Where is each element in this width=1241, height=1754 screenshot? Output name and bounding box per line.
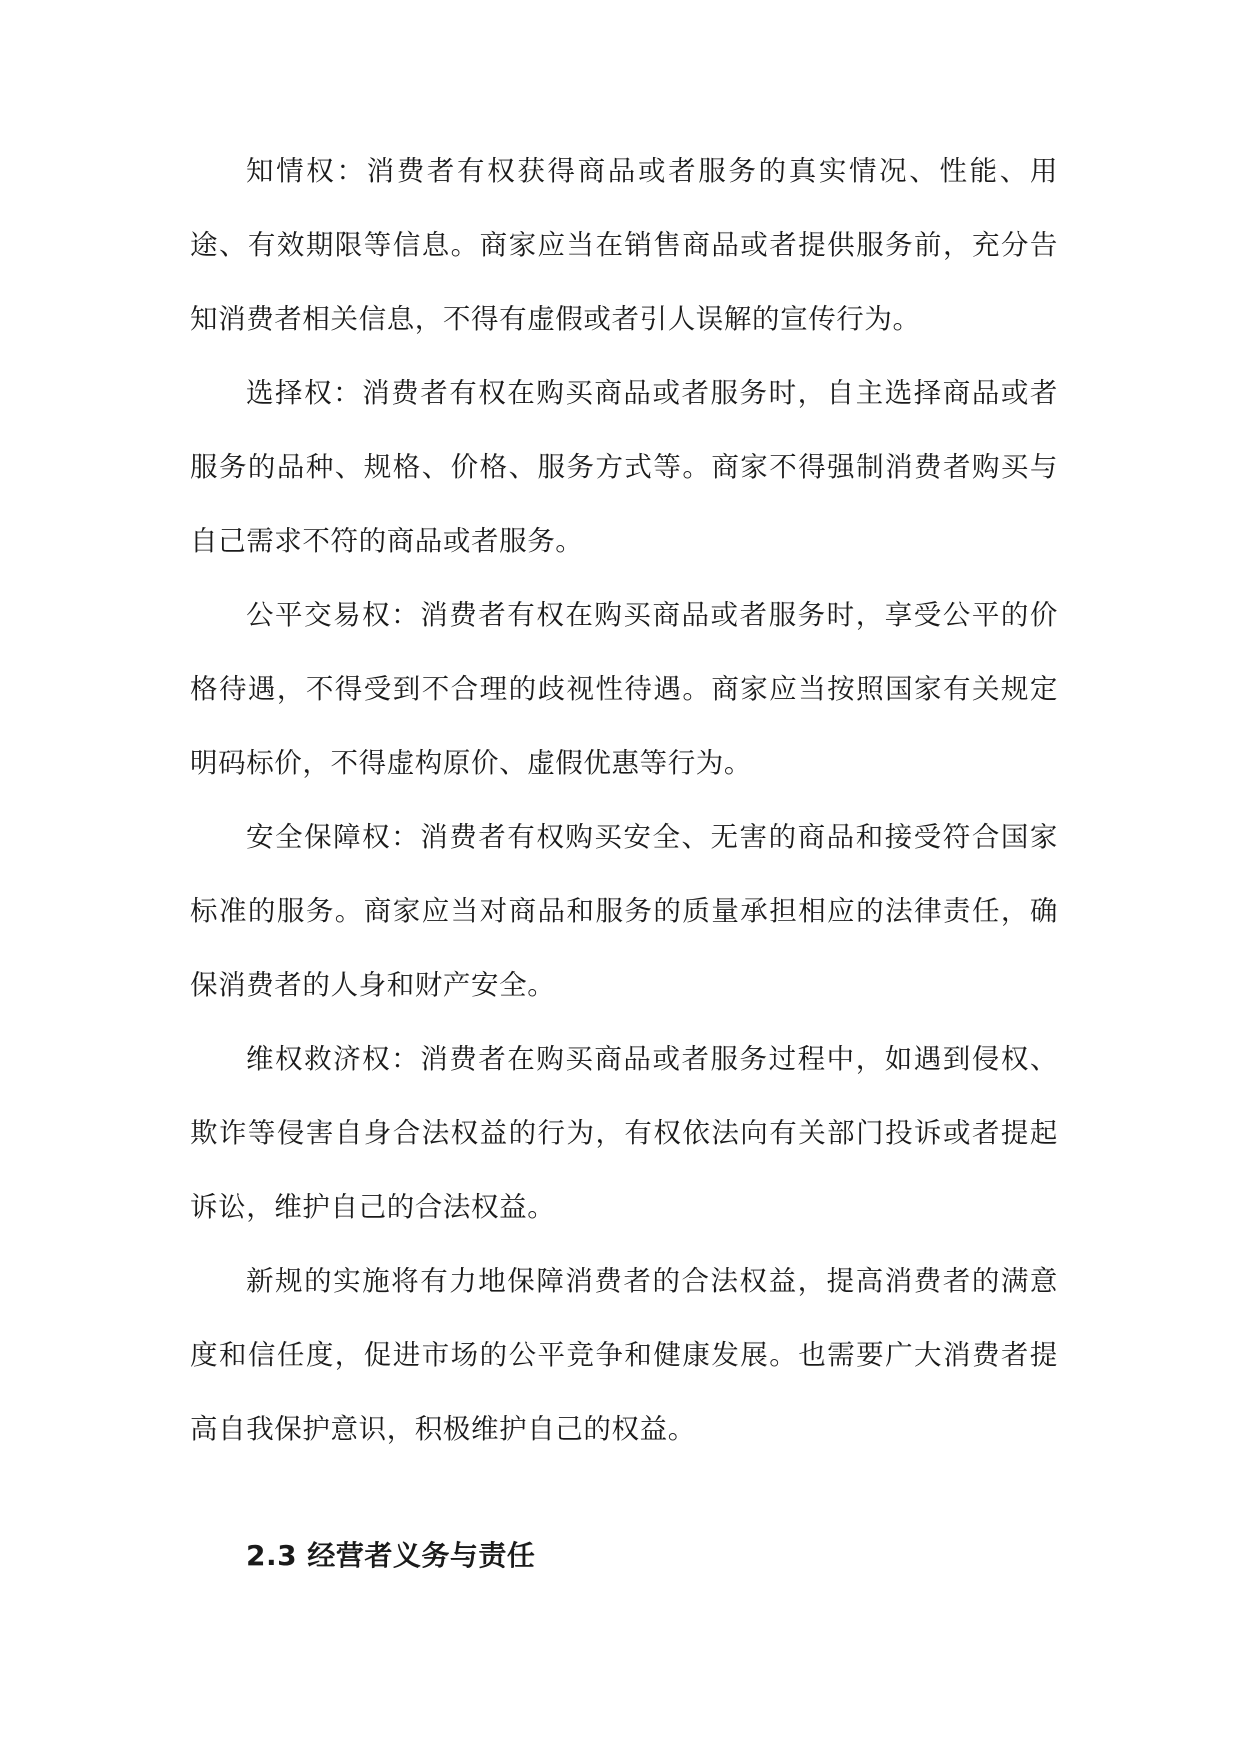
paragraph-right-to-safety: 安全保障权：消费者有权购买安全、无害的商品和接受符合国家标准的服务。商家应当对商品和服务的质量承担相应的法律责任，确保消费者的人身和财产安全。: [190, 821, 1058, 1001]
paragraph-right-to-information: 知情权：消费者有权获得商品或者服务的真实情况、性能、用途、有效期限等信息。商家应当在销售商品或者提供服务前，充分告知消费者相关信息，不得有虚假或者引人误解的宣传行为。: [190, 155, 1058, 335]
section-heading: 2.3 经营者义务与责任: [246, 1539, 536, 1572]
paragraph-conclusion: 新规的实施将有力地保障消费者的合法权益，提高消费者的满意度和信任度，促进市场的公平竞争和健康发展。也需要广大消费者提高自我保护意识，积极维护自己的权益。: [190, 1265, 1058, 1445]
paragraph-right-to-choice: 选择权：消费者有权在购买商品或者服务时，自主选择商品或者服务的品种、规格、价格、服务方式等。商家不得强制消费者购买与自己需求不符的商品或者服务。: [190, 377, 1058, 557]
paragraph-right-to-fair-trade: 公平交易权：消费者有权在购买商品或者服务时，享受公平的价格待遇，不得受到不合理的歧视性待遇。商家应当按照国家有关规定明码标价，不得虚构原价、虚假优惠等行为。: [190, 599, 1058, 779]
paragraph-right-to-remedy: 维权救济权：消费者在购买商品或者服务过程中，如遇到侵权、欺诈等侵害自身合法权益的行为，有权依法向有关部门投诉或者提起诉讼，维护自己的合法权益。: [190, 1043, 1058, 1223]
